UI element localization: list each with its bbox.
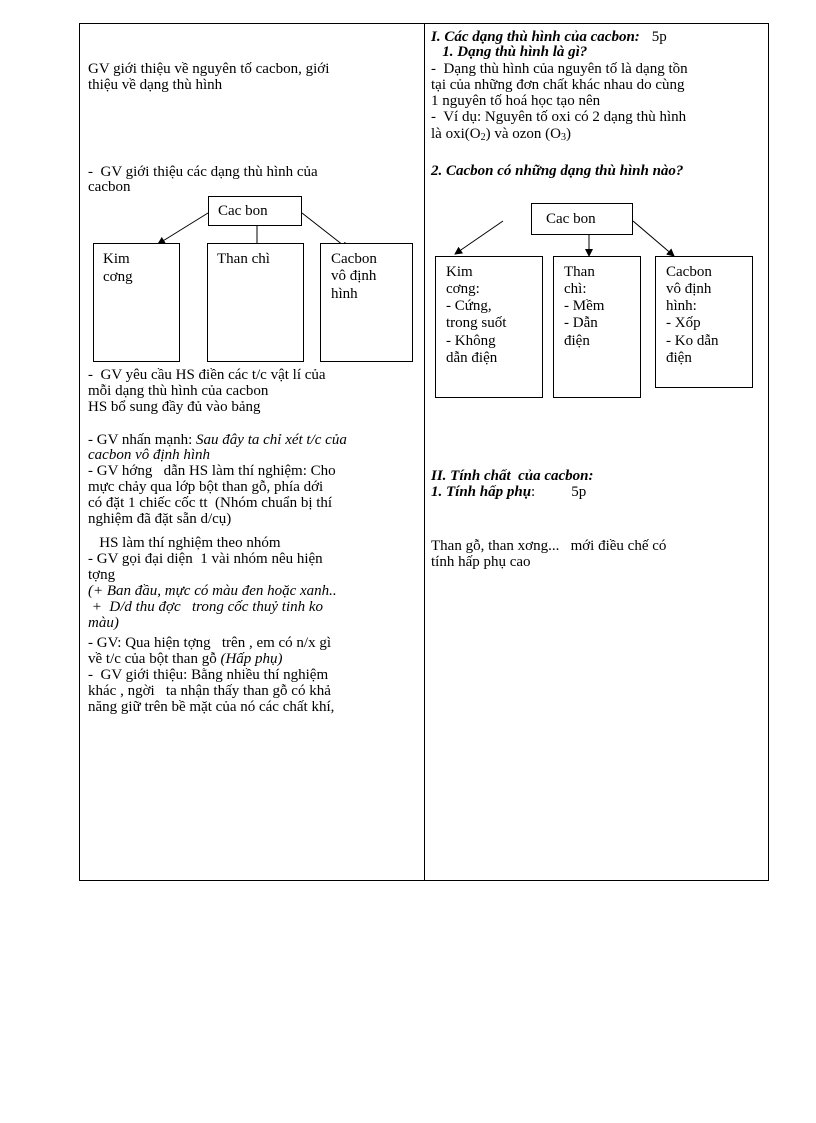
left-p12: tợng bbox=[88, 567, 116, 583]
right-heading-4-colon: : bbox=[531, 484, 536, 500]
right-box3-line1: Cacbon bbox=[666, 264, 712, 280]
intro-line-2: thiệu về dạng thù hình bbox=[88, 77, 223, 93]
right-box2-line1: Than bbox=[564, 264, 595, 280]
left-p2: mỗi dạng thù hình của cacbon bbox=[88, 383, 269, 399]
right-heading-3: II. Tính chất của cacbon: bbox=[431, 468, 594, 484]
left-p14: + D/d thu đợc trong cốc thuỷ tinh ko bbox=[88, 599, 324, 615]
left-p4-plain: - GV nhấn mạnh: bbox=[88, 432, 197, 448]
left-p7: mực chảy qua lớp bột than gỗ, phía dới bbox=[88, 479, 324, 495]
right-def-5 bbox=[431, 127, 571, 141]
left-p5: cacbon vô định hình bbox=[88, 447, 211, 463]
left-p20: năng giữ trên bề mặt của nó các chất khí, bbox=[88, 699, 335, 715]
right-heading-1 bbox=[431, 30, 667, 44]
left-p17-plain: về t/c của bột than gỗ bbox=[88, 651, 221, 667]
left-p8: có đặt 1 chiếc cốc tt (Nhóm chuẩn bị thí bbox=[88, 495, 333, 511]
right-box1-line5: - Không bbox=[446, 333, 496, 349]
forms-line-1: - GV giới thiệu các dạng thù hình của bbox=[88, 164, 318, 180]
left-box3-line1: Cacbon bbox=[331, 251, 377, 267]
right-root-label: Cac bon bbox=[546, 211, 596, 227]
left-box2-line1: Than chì bbox=[217, 251, 270, 267]
right-box1-line6: dẫn điện bbox=[446, 350, 498, 366]
left-p1: - GV yêu cầu HS điền các t/c vật lí của bbox=[88, 367, 326, 383]
intro-line-1: GV giới thiệu về nguyên tố cacbon, giới bbox=[88, 61, 330, 77]
left-p19: khác , ngời ta nhận thấy than gỗ có khả bbox=[88, 683, 331, 699]
right-def-5-sub3: 3 bbox=[560, 132, 566, 143]
right-heading-4-text: 1. Tính hấp phụ bbox=[431, 484, 532, 500]
right-def-3: 1 nguyên tố hoá học tạo nên bbox=[431, 93, 601, 109]
left-box3-line2: vô định bbox=[331, 268, 377, 284]
right-box3-line5: - Ko dẫn bbox=[666, 333, 719, 349]
left-box1-line1: Kim bbox=[103, 251, 130, 267]
left-box1-line2: cơng bbox=[103, 269, 133, 285]
left-p17-italic: (Hấp phụ) bbox=[220, 651, 283, 667]
left-p18: - GV giới thiệu: Bằng nhiều thí nghiệm bbox=[88, 667, 329, 683]
right-box1-line2: cơng: bbox=[446, 281, 480, 297]
right-def-5-e: ) bbox=[565, 126, 571, 142]
right-def-5-c: ) và ozon (O bbox=[485, 126, 561, 142]
right-box3-line4: - Xốp bbox=[666, 315, 701, 331]
left-p9: nghiệm đã đặt sẵn d/cụ) bbox=[88, 511, 232, 527]
left-p4 bbox=[88, 433, 347, 447]
right-heading-2: 2. Cacbon có những dạng thù hình nào? bbox=[431, 163, 684, 179]
right-def-4: - Ví dụ: Nguyên tố oxi có 2 dạng thù hình bbox=[431, 109, 687, 125]
right-heading-1-text: I. Các dạng thù hình của cacbon: bbox=[431, 29, 640, 45]
left-p13: (+ Ban đầu, mực có màu đen hoặc xanh.. bbox=[88, 583, 337, 599]
right-heading-4-time: 5p bbox=[571, 484, 587, 500]
right-subheading-1: 1. Dạng thù hình là gì? bbox=[431, 44, 588, 60]
right-box1-line3: - Cứng, bbox=[446, 298, 492, 314]
left-box3-line3: hình bbox=[331, 286, 358, 302]
left-p4-italic: Sau đây ta chỉ xét t/c của bbox=[196, 432, 347, 448]
right-adsorb-2: tính hấp phụ cao bbox=[431, 554, 531, 570]
left-p15: màu) bbox=[88, 615, 119, 631]
right-box1-line1: Kim bbox=[446, 264, 473, 280]
left-p6: - GV hớng dẫn HS làm thí nghiệm: Cho bbox=[88, 463, 336, 479]
left-p3: HS bổ sung đầy đủ vào bảng bbox=[88, 399, 261, 415]
right-box3-line2: vô định bbox=[666, 281, 712, 297]
left-p17 bbox=[88, 652, 283, 666]
right-box2-line3: - Mềm bbox=[564, 298, 605, 314]
right-def-1: - Dạng thù hình của nguyên tố là dạng tồn bbox=[431, 61, 688, 77]
left-p16: - GV: Qua hiện tợng trên , em có n/x gì bbox=[88, 635, 332, 651]
right-def-2: tại của những đơn chất khác nhau do cùng bbox=[431, 77, 685, 93]
left-p10: HS làm thí nghiệm theo nhóm bbox=[88, 535, 281, 551]
right-box2-line2: chì: bbox=[564, 281, 587, 297]
right-box2-line4: - Dẫn bbox=[564, 315, 598, 331]
right-box2-line5: điện bbox=[564, 333, 590, 349]
right-def-5-sub2: 2 bbox=[480, 132, 486, 143]
right-adsorb-1: Than gỗ, than xơng... mới điều chế có bbox=[431, 538, 667, 554]
left-p11: - GV gọi đại diện 1 vài nhóm nêu hiện bbox=[88, 551, 323, 567]
forms-line-2: cacbon bbox=[88, 179, 131, 195]
right-box1-line4: trong suốt bbox=[446, 315, 507, 331]
right-box3-line6: điện bbox=[666, 350, 692, 366]
left-root-label: Cac bon bbox=[218, 203, 268, 219]
right-def-5-a: là oxi(O bbox=[431, 126, 481, 142]
right-box3-line3: hình: bbox=[666, 298, 697, 314]
right-heading-1-time: 5p bbox=[651, 29, 667, 45]
right-heading-4 bbox=[431, 485, 586, 499]
